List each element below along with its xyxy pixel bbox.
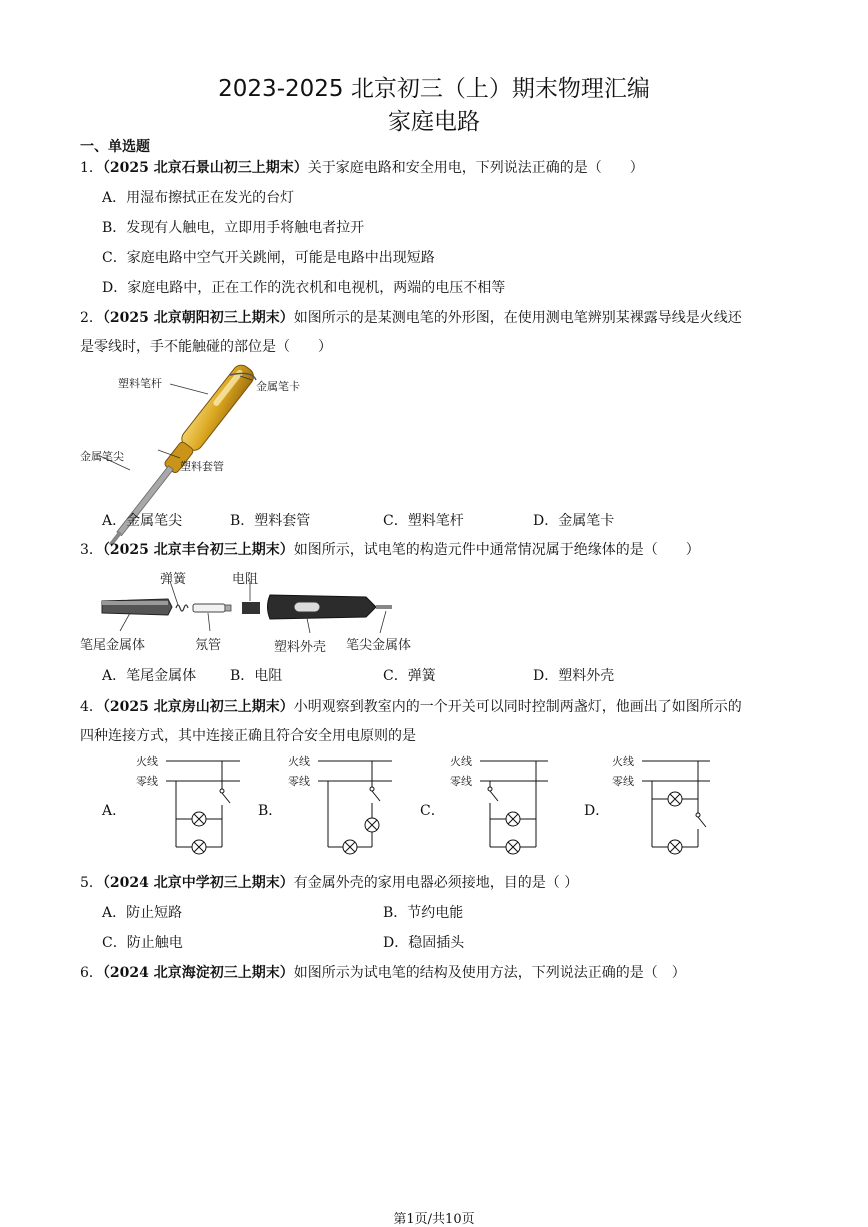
question-source: （2024 北京中学初三上期末） bbox=[102, 875, 294, 891]
page-footer: 第1页/共10页 bbox=[393, 1212, 475, 1227]
label-live-wire: 火线 bbox=[450, 755, 472, 768]
question-number: 5． bbox=[80, 875, 103, 891]
page-title: 2023-2025 北京初三（上）期末物理汇编 bbox=[218, 76, 650, 102]
option-d: D．金属笔卡 bbox=[533, 513, 615, 529]
question-stem: 有金属外壳的家用电器必须接地，目的是（ ） bbox=[293, 875, 579, 891]
option-d: D．稳固插头 bbox=[383, 935, 465, 951]
question-number: 3． bbox=[80, 542, 103, 558]
label-spring: 弹簧 bbox=[160, 572, 187, 587]
label-live-wire: 火线 bbox=[136, 755, 158, 768]
option-c: C．家庭电路中空气开关跳闸，可能是电路中出现短路 bbox=[102, 250, 435, 266]
circuit-c bbox=[474, 755, 584, 865]
question-number: 2． bbox=[80, 310, 103, 326]
question-source: （2025 北京房山初三上期末） bbox=[102, 699, 294, 715]
question-2-line-2: 是零线时，手不能触碰的部位是（ ） bbox=[80, 339, 332, 355]
label-metal-tip: 金属笔尖 bbox=[80, 450, 124, 463]
label-neutral-wire: 零线 bbox=[450, 775, 472, 788]
circuit-d bbox=[636, 755, 746, 865]
question-1 bbox=[80, 157, 644, 177]
page-subtitle: 家庭电路 bbox=[388, 109, 480, 135]
question-source: （2025 北京朝阳初三上期末） bbox=[102, 310, 294, 326]
option-b: B．塑料套管 bbox=[230, 513, 311, 529]
question-stem: 如图所示的是某测电笔的外形图，在使用测电笔辨别某裸露导线是火线还 bbox=[293, 310, 742, 326]
option-d: D．家庭电路中，正在工作的洗衣机和电视机，两端的电压不相等 bbox=[102, 280, 506, 296]
label-plastic-sleeve: 塑料套管 bbox=[180, 460, 224, 473]
question-6 bbox=[80, 962, 686, 982]
question-stem: 如图所示为试电笔的结构及使用方法，下列说法正确的是（ ） bbox=[293, 965, 686, 981]
question-source: （2024 北京海淀初三上期末） bbox=[102, 965, 294, 981]
question-stem: 关于家庭电路和安全用电，下列说法正确的是（ ） bbox=[307, 160, 644, 176]
option-a: A．防止短路 bbox=[102, 905, 183, 921]
option-a: A．用湿布擦拭正在发光的台灯 bbox=[102, 190, 295, 206]
question-source: （2025 北京丰台初三上期末） bbox=[102, 542, 294, 558]
question-number: 1． bbox=[80, 160, 103, 176]
label-tip-metal: 笔尖金属体 bbox=[346, 638, 412, 653]
label-metal-clip: 金属笔卡 bbox=[256, 380, 300, 393]
option-c: C．塑料笔杆 bbox=[383, 513, 464, 529]
option-b: B．发现有人触电，立即用手将触电者拉开 bbox=[102, 220, 365, 236]
section-heading: 一、单选题 bbox=[80, 139, 150, 155]
label-tail-metal: 笔尾金属体 bbox=[80, 638, 146, 653]
label-plastic-shell: 塑料外壳 bbox=[274, 640, 327, 655]
option-b: B． bbox=[258, 803, 283, 819]
label-neutral-wire: 零线 bbox=[136, 775, 158, 788]
label-neutral-wire: 零线 bbox=[612, 775, 634, 788]
question-4-line-2: 四种连接方式，其中连接正确且符合安全用电原则的是 bbox=[80, 728, 416, 744]
option-a: A． bbox=[102, 803, 127, 819]
circuit-a bbox=[160, 755, 270, 865]
question-stem: 小明观察到教室内的一个开关可以同时控制两盏灯，他画出了如图所示的 bbox=[293, 699, 742, 715]
question-source: （2025 北京石景山初三上期末） bbox=[102, 160, 308, 176]
question-stem: 如图所示，试电笔的构造元件中通常情况属于绝缘体的是（ ） bbox=[293, 542, 700, 558]
label-live-wire: 火线 bbox=[612, 755, 634, 768]
label-resistor: 电阻 bbox=[232, 572, 259, 587]
option-a: A．笔尾金属体 bbox=[102, 668, 197, 684]
option-c: C． bbox=[420, 803, 445, 819]
question-3 bbox=[80, 539, 700, 559]
option-c: C．防止触电 bbox=[102, 935, 183, 951]
option-d: D．塑料外壳 bbox=[533, 668, 615, 684]
label-neutral-wire: 零线 bbox=[288, 775, 310, 788]
option-a: A．金属笔尖 bbox=[102, 513, 183, 529]
question-number: 6． bbox=[80, 965, 103, 981]
label-live-wire: 火线 bbox=[288, 755, 310, 768]
label-plastic-barrel: 塑料笔杆 bbox=[118, 377, 162, 390]
option-b: B．电阻 bbox=[230, 668, 283, 684]
circuit-b bbox=[312, 755, 422, 865]
question-2 bbox=[80, 307, 742, 327]
label-neon-tube: 氖管 bbox=[195, 638, 222, 653]
option-b: B．节约电能 bbox=[383, 905, 464, 921]
option-d: D． bbox=[584, 803, 610, 819]
question-4 bbox=[80, 696, 742, 716]
question-5 bbox=[80, 872, 578, 892]
question-number: 4． bbox=[80, 699, 103, 715]
option-c: C．弹簧 bbox=[383, 668, 436, 684]
